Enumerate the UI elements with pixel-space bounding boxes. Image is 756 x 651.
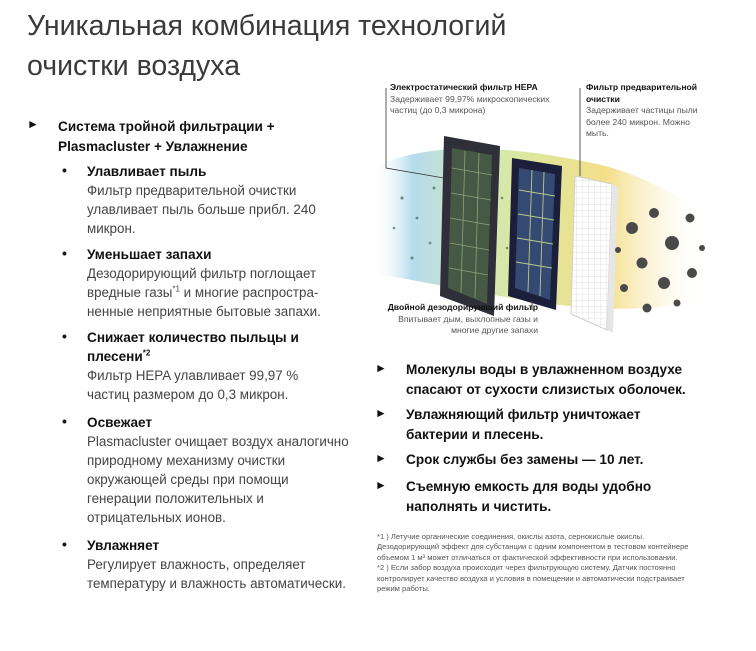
hepa-filter-desc: Задерживает 99,97% микроскопических частиц (до 0,3 микрона) (390, 93, 550, 115)
bullet-dot-icon: • (62, 245, 67, 261)
deodorizing-filter-desc: Впитывает дым, выхлопные газы и многие другие запахи (398, 313, 538, 335)
feature-text: Регулирует влажность, определяет температуру и влажность автоматически. (87, 557, 346, 591)
triangle-bullet-icon: ► (375, 451, 387, 465)
feature-text: Фильтр HEPA улавливает 99,97 % частиц размером до 0,3 микрон. (87, 368, 299, 402)
feature-text: Фильтр предварительной очистки улавливает пыль больше прибл. 240 микрон. (87, 183, 316, 236)
page-title: Уникальная комбинация технологий очистки воздуха (27, 10, 507, 82)
triangle-bullet-icon: ► (375, 361, 387, 375)
bullet-dot-icon: • (62, 536, 67, 552)
feature-heading: Увлажняет (87, 538, 160, 553)
footnote-mark: *1 (172, 284, 180, 294)
feature-dust (62, 162, 362, 238)
hepa-filter-label (390, 82, 570, 117)
feature-text-part: и многие распростра-ненные неприятные бытовые запахи. (87, 285, 321, 319)
triangle-bullet-icon: ► (375, 406, 387, 420)
footnote-2: *2 ) Если забор воздуха происходит через фильтрующую систему. Датчик постоянно контролирует качество воздуха и условия в помещении и автоматически подстраивает режим работы. (377, 563, 685, 594)
feature-humidify (62, 536, 362, 593)
right-bullet-text: Съемную емкость для воды удобно наполнять и чистить. (406, 479, 652, 514)
feature-text (87, 264, 349, 321)
feature-refresh (62, 413, 362, 527)
triangle-bullet-icon: ► (27, 117, 39, 131)
right-bullet-text: Молекулы воды в увлажненном воздухе спасают от сухости слизистых оболочек. (406, 362, 686, 397)
feature-heading-text: Снижает количество пыльцы и плесени (87, 330, 299, 364)
bullet-dot-icon: • (62, 328, 67, 344)
hepa-filter-icon (440, 136, 500, 316)
right-bullet-text: Срок службы без замены — 10 лет. (406, 452, 644, 467)
feature-text: Plasmacluster очищает воздух аналогично природному механизму очистки окружающей среды при помощи генерации положительных и отрицательных ионов. (87, 434, 349, 525)
feature-pollen (62, 328, 362, 404)
main-bullet-text: Система тройной фильтрации + Plasmacluster + Увлажнение (58, 119, 275, 154)
footnote-1: *1 ) Летучие органические соединения, окислы азота, сернокислые окислы. Дезодорирующий эффект для субстанции с одним компонентом в тестовом контейнере объемом 1 м³ может отличаться от фактической эффективности при использовании. (377, 532, 689, 562)
deodorizing-filter-icon (508, 158, 562, 310)
right-bullet (375, 450, 715, 470)
right-bullet (375, 477, 715, 517)
hepa-filter-title: Электростатический фильтр HEPA (390, 82, 538, 92)
bullet-dot-icon: • (62, 413, 67, 429)
feature-heading: Улавливает пыль (87, 164, 207, 179)
bullet-dot-icon: • (62, 162, 67, 178)
feature-heading (87, 328, 322, 366)
main-bullet (27, 117, 327, 157)
pre-filter-icon (571, 176, 618, 333)
pre-filter-title: Фильтр предварительной очистки (586, 82, 698, 104)
right-bullet (375, 360, 715, 400)
feature-text-part: Дезодорирующий фильтр поглощает вредные газы (87, 266, 317, 300)
pre-filter-desc: Задерживает частицы пыли более 240 микрон. Можно мыть. (586, 105, 698, 138)
footnote-mark: *2 (142, 348, 151, 358)
footnotes (377, 532, 702, 594)
triangle-bullet-icon: ► (375, 478, 387, 492)
feature-heading: Освежает (87, 415, 153, 430)
feature-odor (62, 245, 362, 321)
deodorizing-filter-label (378, 302, 538, 337)
pre-filter-label (586, 82, 711, 140)
right-bullet (375, 405, 715, 445)
deodorizing-filter-title: Двойной дезодорирующий фильтр (387, 302, 538, 312)
feature-heading: Уменьшает запахи (87, 247, 212, 262)
right-bullet-text: Увлажняющий фильтр уничтожает бактерии и плесень. (406, 407, 641, 442)
